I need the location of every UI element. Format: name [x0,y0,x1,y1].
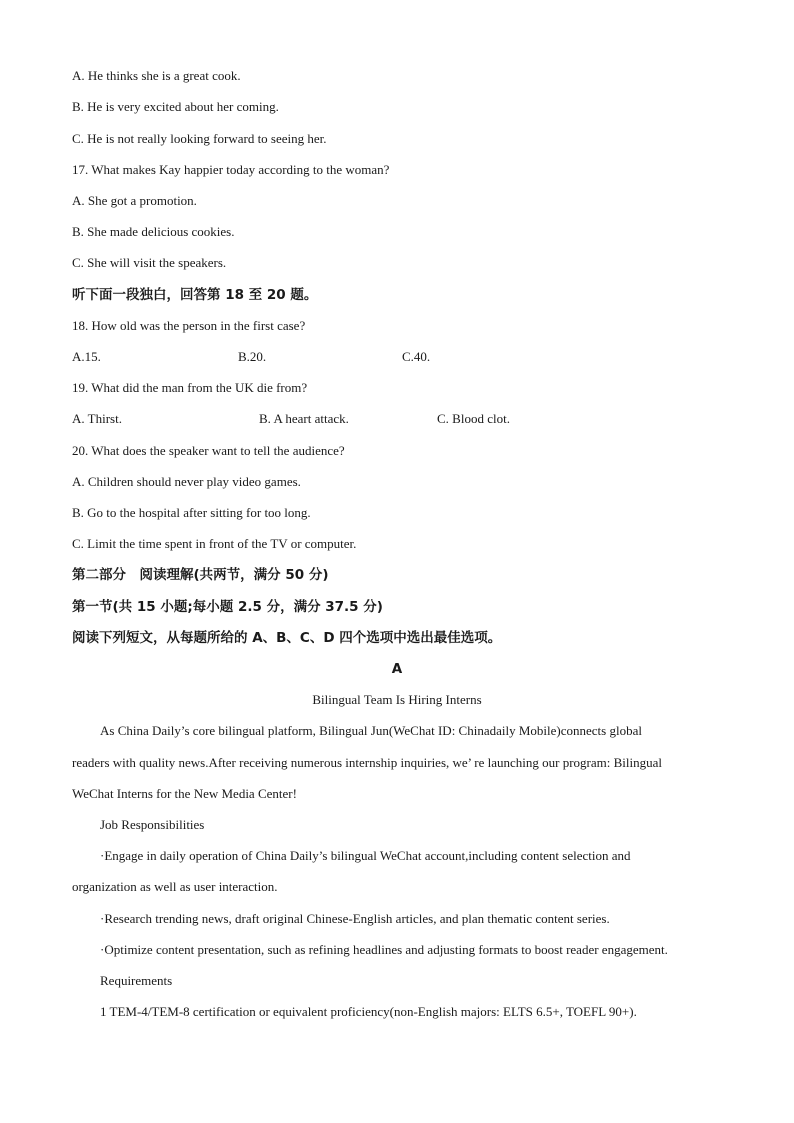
q20-option-c: C. Limit the time spent in front of the TV or computer. [72,536,357,551]
part2-section1: 第一节(共 15 小题;每小题 2.5 分，满分 37.5 分) [72,599,383,615]
q18-options [72,349,722,365]
job-item-2: ·Research trending news, draft original Chinese-English articles, and plan thematic content series. [100,911,610,926]
q20-option-a: A. Children should never play video games. [72,474,301,489]
passage-p1-line1: As China Daily’s core bilingual platform, Bilingual Jun(WeChat ID: Chinadaily Mobile)connects global [100,723,642,738]
job-item-1-line2: organization as well as user interaction. [72,879,278,894]
passage-p1-line3: WeChat Interns for the New Media Center! [72,786,297,801]
q17-option-b: B. She made delicious cookies. [72,224,235,239]
passage-p1-line2: readers with quality news.After receiving numerous internship inquiries, we’ re launching our program: Bilingual [72,755,663,770]
job-item-3: ·Optimize content presentation, such as refining headlines and adjusting formats to boost reader engagement. [100,942,668,957]
q18-question: 18. How old was the person in the first case? [72,318,306,333]
q19-option-c: C. Blood clot. [437,411,510,426]
section-heading-monologue: 听下面一段独白，回答第 18 至 20 题。 [72,287,318,303]
q19-question: 19. What did the man from the UK die from? [72,380,308,395]
q19-option-a: A. Thirst. [72,411,122,426]
q17-option-c: C. She will visit the speakers. [72,255,227,270]
q16-option-b: B. He is very excited about her coming. [72,99,279,114]
q20-question: 20. What does the speaker want to tell the audience? [72,443,345,458]
passage-letter: A [391,661,403,677]
passage-title: Bilingual Team Is Hiring Interns [312,692,482,707]
part2-instruction: 阅读下列短文，从每题所给的 A、B、C、D 四个选项中选出最佳选项。 [72,630,502,646]
job-item-1-line1: ·Engage in daily operation of China Daily’s bilingual WeChat account,including content selection and [100,848,631,863]
q19-option-b: B. A heart attack. [259,411,349,426]
q19-options [72,411,722,427]
q20-option-b: B. Go to the hospital after sitting for too long. [72,505,311,520]
q17-option-a: A. She got a promotion. [72,193,197,208]
q16-option-c: C. He is not really looking forward to seeing her. [72,131,327,146]
requirement-1: 1 TEM-4/TEM-8 certification or equivalent proficiency(non-English majors: ELTS 6.5+, TOEFL 90+). [100,1004,637,1019]
part2-title: 第二部分 阅读理解(共两节，满分 50 分) [72,567,329,583]
requirements-heading: Requirements [100,973,173,988]
q18-option-a: A.15. [72,349,101,364]
job-responsibilities-heading: Job Responsibilities [100,817,205,832]
q16-option-a: A. He thinks she is a great cook. [72,68,241,83]
q18-option-b: B.20. [238,349,267,364]
q17-question: 17. What makes Kay happier today according to the woman? [72,162,390,177]
q18-option-c: C.40. [402,349,431,364]
